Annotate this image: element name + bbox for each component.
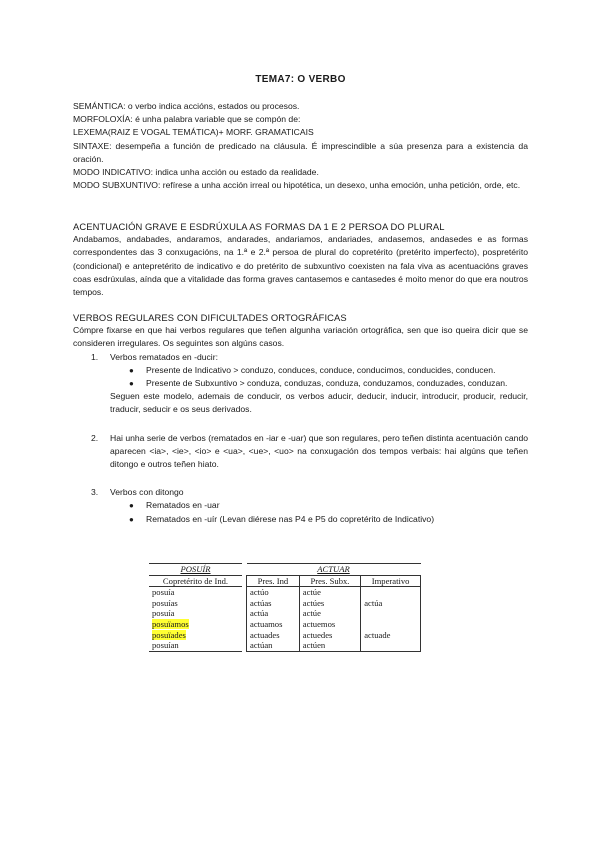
- list-item-text: Hai unha serie de verbos (rematados en -iar e -uar) que son regulares, pero teñen distinta acentuación cando aparecen <ia>, <ie>, <io> e <ua>, <ue>, <uo> na conxugación dos tempos verbais: hai algúns que teñen ditongo e outros teñen hiato.: [110, 432, 528, 470]
- actuar-imperativo-cell: [361, 640, 421, 651]
- actuar-header: Imperativo: [361, 575, 421, 587]
- intro-morfoloxia: MORFOLOXÍA: é unha palabra variable que se compón de:: [73, 114, 301, 125]
- posuir-cell: posuía: [152, 587, 175, 598]
- actuar-cell: actuamos: [247, 619, 300, 630]
- bullet-icon: ●: [129, 501, 134, 511]
- actuar-header: Pres. Subx.: [299, 575, 360, 587]
- intro-lexema: LEXEMA(RAIZ E VOGAL TEMÁTICA)+ MORF. GRAMATICAIS: [73, 127, 314, 138]
- posuir-cell: [149, 619, 242, 630]
- posuir-table: [149, 563, 242, 652]
- highlighted-form: posuïamos: [152, 618, 189, 629]
- actuar-cell: actuades: [247, 630, 300, 641]
- intro-section: [73, 100, 528, 192]
- posuir-cell: posuían: [149, 640, 242, 651]
- bullet-item: [73, 499, 528, 512]
- accent-text: Andabamos, andabades, andaramos, andarades, andariamos, andariades, andasemos, andasedes e as formas correspondentes das 3 conxugacións, na 1.ª e 2.ª persoa de plural do copretérito (pretérito imperfecto), pospretérito (condicional) e antepretérito de indicativo e do pretérito de subxuntivo coexisten na fala viva as acentuacións graves coas esdrúxulas, aínda que a vitalidade das forma graves cantasemos e cantasedes é moito menor do que era noutros tempos.: [73, 234, 528, 298]
- bullet-text: Rematados en -uír (Levan diérese nas P4 e P5 do copretérito de Indicativo): [146, 513, 435, 524]
- list-item-label: Verbos con ditongo: [110, 487, 184, 498]
- actuar-title: ACTUAR: [247, 564, 421, 576]
- regular-heading: VERBOS REGULARES CON DIFICULTADES ORTOGRÁFICAS: [73, 312, 347, 323]
- bullet-icon: ●: [129, 365, 134, 375]
- posuir-header: Copretérito de Ind.: [149, 575, 242, 587]
- actuar-cell: actuemos: [299, 619, 360, 630]
- bullet-item: [73, 364, 528, 377]
- list-number: 3.: [91, 487, 99, 498]
- actuar-imperativo-cell: [361, 587, 421, 598]
- intro-sintaxe: SINTAXE: desempeña a función de predicado na cláusula. É imprescindible a súa presenza para a existencia da oración.: [73, 140, 528, 164]
- bullet-text: Rematados en -uar: [146, 500, 220, 511]
- posuir-cell: [149, 630, 242, 641]
- bullet-icon: ●: [129, 514, 134, 524]
- posuir-title: POSUÍR: [149, 564, 242, 576]
- regular-verbs-section: [73, 311, 528, 526]
- actuar-imperativo-cell: [361, 608, 421, 619]
- list-item-1: [73, 351, 528, 364]
- bullet-text: Presente de Indicativo > conduzo, conduces, conduce, conducimos, conducides, conducen.: [146, 364, 496, 375]
- actuar-cell: actúen: [299, 640, 360, 651]
- actuar-cell: actúes: [299, 598, 360, 609]
- intro-modo-indicativo: MODO INDICATIVO: indica unha acción ou estado da realidade.: [73, 167, 319, 178]
- regular-intro: Cómpre fixarse en que hai verbos regulares que teñen algunha variación ortográfica, sen que iso queira dicir que se consideren irregulares. Os seguintes son algúns casos.: [73, 325, 528, 349]
- list-item-2: [73, 432, 528, 472]
- accent-section: [73, 220, 528, 299]
- highlighted-form: posuïades: [152, 629, 186, 640]
- actuar-cell: actúe: [299, 587, 360, 598]
- actuar-header: Pres. Ind: [247, 575, 300, 587]
- actuar-table: [246, 563, 421, 652]
- posuir-cell: posuía: [152, 608, 175, 619]
- actuar-cell: actúan: [247, 640, 300, 651]
- list-item-label: Verbos rematados en -ducir:: [110, 351, 218, 362]
- actuar-cell: actúo: [247, 587, 300, 598]
- bullet-item: [73, 377, 528, 390]
- bullet-icon: ●: [129, 379, 134, 389]
- posuir-cell: posuías: [152, 597, 178, 608]
- intro-modo-subxuntivo: MODO SUBXUNTIVO: refírese a unha acción irreal ou hipotética, un desexo, unha emoción, unha petición, orde, etc.: [73, 180, 521, 191]
- actuar-cell: actuedes: [299, 630, 360, 641]
- actuar-imperativo-cell: actúa: [361, 598, 421, 609]
- actuar-cell: actúas: [247, 598, 300, 609]
- intro-semantica: SEMÁNTICA: o verbo indica accións, estados ou procesos.: [73, 101, 300, 111]
- accent-heading: ACENTUACIÓN GRAVE E ESDRÚXULA AS FORMAS DA 1 E 2 PERSOA DO PLURAL: [73, 221, 445, 232]
- actuar-imperativo-cell: [361, 619, 421, 630]
- list-number: 2.: [91, 432, 99, 443]
- page-title: TEMA7: O VERBO: [255, 74, 346, 85]
- list-item-note: Seguen este modelo, ademais de conducir, os verbos aducir, deducir, inducir, introducir, producir, reducir, traducir, seducir e os seus derivados.: [110, 391, 528, 415]
- list-item-3: [73, 486, 528, 499]
- bullet-text: Presente de Subxuntivo > conduza, conduzas, conduza, conduzamos, conduzades, conduzan.: [146, 378, 508, 389]
- actuar-cell: actúa: [247, 608, 300, 619]
- list-number: 1.: [91, 351, 99, 362]
- actuar-cell: actúe: [299, 608, 360, 619]
- actuar-imperativo-cell: actuade: [361, 630, 421, 641]
- bullet-item: [73, 513, 528, 526]
